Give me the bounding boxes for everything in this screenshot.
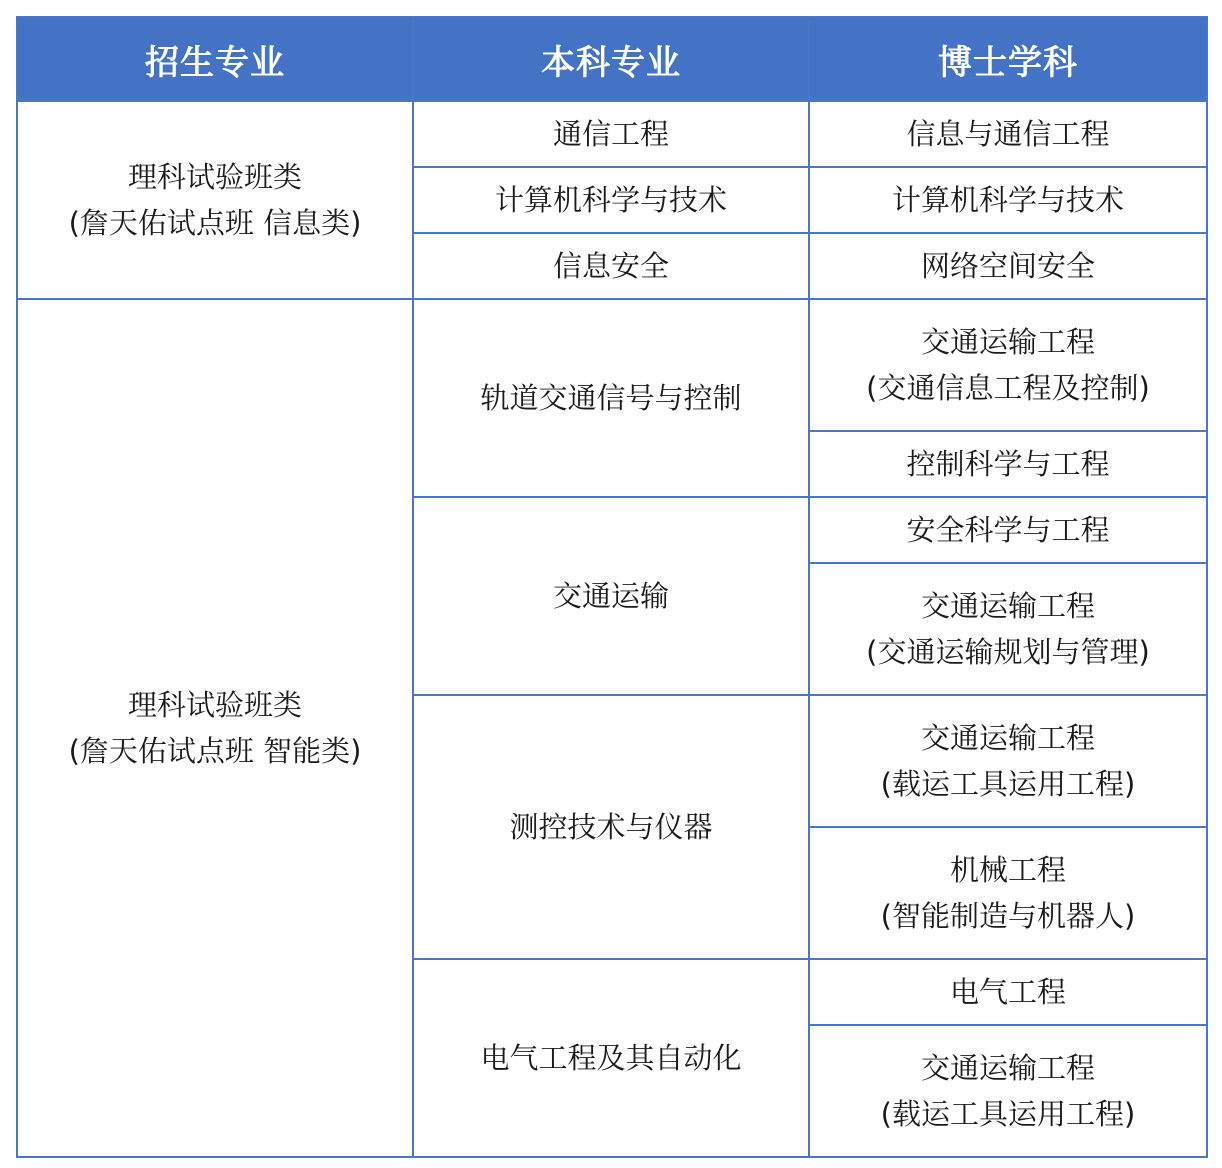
undergrad-cell (413, 233, 809, 299)
undergrad-name: 通信工程 (552, 117, 669, 151)
phd-cell (809, 167, 1207, 233)
phd-name: 安全科学与工程 (906, 513, 1110, 547)
phd-name: 计算机科学与技术 (891, 183, 1124, 217)
program-mapping-table (16, 16, 1208, 1158)
phd-name: 交通运输工程 (920, 721, 1095, 755)
phd-direction: (载运工具运用工程) (880, 767, 1136, 801)
phd-cell (809, 497, 1207, 563)
undergrad-name: 测控技术与仪器 (509, 810, 713, 844)
table-row (17, 101, 1207, 167)
phd-cell (809, 299, 1207, 431)
undergrad-name: 电气工程及其自动化 (480, 1041, 742, 1075)
enrollment-cell-smart (17, 299, 413, 1157)
undergrad-name: 计算机科学与技术 (494, 183, 727, 217)
phd-direction: (交通信息工程及控制) (866, 371, 1150, 405)
phd-name: 电气工程 (949, 975, 1066, 1009)
enrollment-subtitle: (詹天佑试点班 智能类) (68, 734, 362, 768)
undergrad-cell (413, 695, 809, 959)
program-table-container (16, 16, 1208, 1158)
enrollment-cell-info (17, 101, 413, 299)
phd-name: 控制科学与工程 (906, 447, 1110, 481)
phd-name: 机械工程 (949, 853, 1066, 887)
phd-cell (809, 563, 1207, 695)
enrollment-name: 理科试验班类 (127, 688, 302, 722)
undergrad-name: 信息安全 (552, 249, 669, 283)
undergrad-name: 交通运输 (552, 579, 669, 613)
phd-direction: (智能制造与机器人) (880, 899, 1136, 933)
phd-name: 网络空间安全 (920, 249, 1095, 283)
undergrad-cell (413, 101, 809, 167)
phd-cell (809, 695, 1207, 827)
undergrad-name: 轨道交通信号与控制 (480, 381, 742, 415)
header-row (17, 17, 1207, 101)
phd-direction: (交通运输规划与管理) (866, 635, 1150, 669)
phd-name: 信息与通信工程 (906, 117, 1110, 151)
phd-name: 交通运输工程 (920, 1051, 1095, 1085)
phd-cell (809, 959, 1207, 1025)
header-enrollment: 招生专业 (17, 17, 413, 101)
header-undergrad: 本科专业 (413, 17, 809, 101)
undergrad-cell (413, 167, 809, 233)
phd-cell (809, 101, 1207, 167)
undergrad-cell (413, 299, 809, 497)
phd-name: 交通运输工程 (920, 325, 1095, 359)
phd-name: 交通运输工程 (920, 589, 1095, 623)
undergrad-cell (413, 959, 809, 1157)
enrollment-name: 理科试验班类 (127, 160, 302, 194)
phd-cell (809, 827, 1207, 959)
undergrad-cell (413, 497, 809, 695)
phd-cell (809, 1025, 1207, 1157)
phd-cell (809, 233, 1207, 299)
phd-direction: (载运工具运用工程) (880, 1097, 1136, 1131)
header-phd: 博士学科 (809, 17, 1207, 101)
table-row (17, 299, 1207, 431)
phd-cell (809, 431, 1207, 497)
enrollment-subtitle: (詹天佑试点班 信息类) (68, 206, 362, 240)
